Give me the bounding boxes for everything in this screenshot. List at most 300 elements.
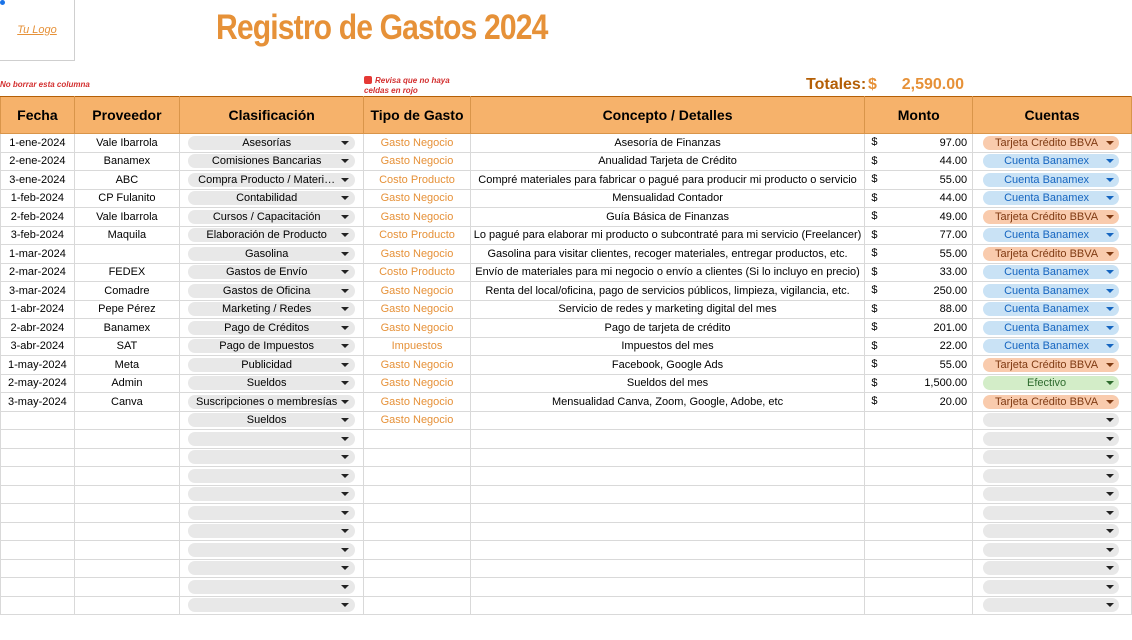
cell-concepto[interactable] [470,596,865,615]
chevron-down-icon[interactable] [341,400,349,404]
cuenta-dropdown[interactable] [983,598,1119,612]
cell-tipo-gasto[interactable]: Gasto Negocio [364,319,470,338]
cell-monto[interactable] [865,485,973,504]
cell-fecha[interactable] [1,578,75,597]
cuenta-dropdown[interactable] [983,395,1119,409]
cell-tipo-gasto[interactable]: Gasto Negocio [364,245,470,264]
clasificacion-dropdown[interactable] [188,524,355,538]
cell-monto[interactable] [865,393,973,412]
chevron-down-icon[interactable] [341,455,349,459]
cell-tipo-gasto[interactable]: Gasto Negocio [364,356,470,375]
clasificacion-dropdown[interactable] [188,561,355,575]
cell-proveedor[interactable] [74,559,179,578]
cell-cuenta[interactable] [973,578,1132,597]
cuenta-dropdown[interactable] [983,561,1119,575]
cell-proveedor[interactable] [74,541,179,560]
cell-fecha[interactable] [1,448,75,467]
header-cuentas[interactable]: Cuentas [973,97,1132,134]
cell-tipo-gasto[interactable]: Costo Producto [364,263,470,282]
cell-proveedor[interactable] [74,430,179,449]
header-monto[interactable]: Monto [865,97,973,134]
cell-proveedor[interactable]: Banamex [74,152,179,171]
cell-clasificacion[interactable] [180,448,364,467]
cell-concepto[interactable]: Sueldos del mes [470,374,865,393]
cuenta-dropdown[interactable] [983,450,1119,464]
chevron-down-icon[interactable] [341,548,349,552]
cell-proveedor[interactable]: Vale Ibarrola [74,134,179,153]
cell-fecha[interactable] [1,411,75,430]
cell-tipo-gasto[interactable] [364,467,470,486]
cell-concepto[interactable]: Envío de materiales para mi negocio o envío a clientes (Si lo incluyo en precio) [470,263,865,282]
cuenta-dropdown[interactable] [983,302,1119,316]
chevron-down-icon[interactable] [341,344,349,348]
cell-proveedor[interactable]: CP Fulanito [74,189,179,208]
cell-clasificacion[interactable] [180,596,364,615]
header-tipo-gasto[interactable]: Tipo de Gasto [364,97,470,134]
cell-proveedor[interactable]: Banamex [74,319,179,338]
clasificacion-dropdown[interactable] [188,210,355,224]
chevron-down-icon[interactable] [341,233,349,237]
cell-clasificacion[interactable] [180,134,364,153]
cell-monto[interactable] [865,448,973,467]
cell-fecha[interactable] [1,485,75,504]
cuenta-dropdown[interactable] [983,543,1119,557]
cell-clasificacion[interactable] [180,504,364,523]
cell-proveedor[interactable]: Vale Ibarrola [74,208,179,227]
cell-proveedor[interactable]: Pepe Pérez [74,300,179,319]
cell-concepto[interactable] [470,541,865,560]
cell-clasificacion[interactable] [180,282,364,301]
cell-proveedor[interactable] [74,411,179,430]
cell-proveedor[interactable]: Maquila [74,226,179,245]
logo-placeholder[interactable] [0,0,75,61]
cell-proveedor[interactable] [74,467,179,486]
chevron-down-icon[interactable] [341,252,349,256]
chevron-down-icon[interactable] [1106,363,1114,367]
cuenta-dropdown[interactable] [983,358,1119,372]
cell-fecha[interactable] [1,467,75,486]
cell-monto[interactable] [865,411,973,430]
cuenta-dropdown[interactable] [983,321,1119,335]
clasificacion-dropdown[interactable] [188,247,355,261]
chevron-down-icon[interactable] [1106,344,1114,348]
chevron-down-icon[interactable] [341,529,349,533]
chevron-down-icon[interactable] [1106,159,1114,163]
cell-monto[interactable] [865,226,973,245]
clasificacion-dropdown[interactable] [188,580,355,594]
cell-concepto[interactable]: Impuestos del mes [470,337,865,356]
clasificacion-dropdown[interactable] [188,376,355,390]
cell-monto[interactable] [865,578,973,597]
cell-concepto[interactable]: Mensualidad Contador [470,189,865,208]
cell-clasificacion[interactable] [180,208,364,227]
cell-tipo-gasto[interactable]: Gasto Negocio [364,134,470,153]
clasificacion-dropdown[interactable] [188,598,355,612]
cell-clasificacion[interactable] [180,263,364,282]
cell-monto[interactable] [865,337,973,356]
chevron-down-icon[interactable] [341,381,349,385]
cell-tipo-gasto[interactable]: Gasto Negocio [364,374,470,393]
cell-monto[interactable] [865,596,973,615]
cell-cuenta[interactable] [973,337,1132,356]
cuenta-dropdown[interactable] [983,376,1119,390]
clasificacion-dropdown[interactable] [188,395,355,409]
cell-fecha[interactable]: 3-may-2024 [1,393,75,412]
clasificacion-value: Publicidad [241,358,293,371]
clasificacion-dropdown[interactable] [188,284,355,298]
cell-proveedor[interactable]: Admin [74,374,179,393]
chevron-down-icon[interactable] [341,215,349,219]
chevron-down-icon[interactable] [341,326,349,330]
cell-proveedor[interactable] [74,504,179,523]
chevron-down-icon[interactable] [1106,233,1114,237]
cell-clasificacion[interactable] [180,559,364,578]
cell-clasificacion[interactable] [180,152,364,171]
cell-monto[interactable] [865,467,973,486]
cell-tipo-gasto[interactable] [364,430,470,449]
chevron-down-icon[interactable] [1106,326,1114,330]
cell-clasificacion[interactable] [180,319,364,338]
cell-concepto[interactable]: Servicio de redes y marketing digital del mes [470,300,865,319]
chevron-down-icon[interactable] [1106,455,1114,459]
clasificacion-dropdown[interactable] [188,432,355,446]
chevron-down-icon[interactable] [341,566,349,570]
cell-cuenta[interactable] [973,485,1132,504]
clasificacion-dropdown[interactable] [188,450,355,464]
cell-clasificacion[interactable] [180,578,364,597]
cell-proveedor[interactable]: Comadre [74,282,179,301]
cell-concepto[interactable]: Asesoría de Finanzas [470,134,865,153]
cuenta-dropdown[interactable] [983,191,1119,205]
cell-fecha[interactable] [1,596,75,615]
cell-cuenta[interactable] [973,559,1132,578]
cell-tipo-gasto[interactable]: Gasto Negocio [364,411,470,430]
chevron-down-icon[interactable] [341,474,349,478]
cell-proveedor[interactable]: Canva [74,393,179,412]
chevron-down-icon[interactable] [341,141,349,145]
cell-cuenta[interactable] [973,245,1132,264]
cell-concepto[interactable] [470,467,865,486]
cell-clasificacion[interactable] [180,337,364,356]
cell-fecha[interactable] [1,559,75,578]
chevron-down-icon[interactable] [1106,252,1114,256]
cell-cuenta[interactable] [973,430,1132,449]
chevron-down-icon[interactable] [1106,603,1114,607]
cell-monto[interactable] [865,300,973,319]
clasificacion-dropdown[interactable] [188,487,355,501]
chevron-down-icon[interactable] [1106,529,1114,533]
cell-tipo-gasto[interactable]: Costo Producto [364,171,470,190]
chevron-down-icon[interactable] [341,178,349,182]
cell-concepto[interactable] [470,430,865,449]
chevron-down-icon[interactable] [341,307,349,311]
header-fecha[interactable]: Fecha [1,97,75,134]
cell-monto[interactable] [865,356,973,375]
cell-cuenta[interactable] [973,522,1132,541]
logo-link[interactable]: Tu Logo [17,24,57,36]
header-clasificacion[interactable]: Clasificación [180,97,364,134]
chevron-down-icon[interactable] [1106,141,1114,145]
cuenta-dropdown[interactable] [983,339,1119,353]
cell-fecha[interactable]: 3-abr-2024 [1,337,75,356]
cell-clasificacion[interactable] [180,393,364,412]
cell-clasificacion[interactable] [180,189,364,208]
cell-proveedor[interactable]: ABC [74,171,179,190]
cuenta-dropdown[interactable] [983,469,1119,483]
chevron-down-icon[interactable] [1106,381,1114,385]
cell-fecha[interactable]: 2-abr-2024 [1,319,75,338]
chevron-down-icon[interactable] [1106,566,1114,570]
chevron-down-icon[interactable] [341,603,349,607]
currency-symbol: $ [871,339,878,352]
cell-fecha[interactable]: 3-mar-2024 [1,282,75,301]
cuenta-dropdown[interactable] [983,524,1119,538]
cell-cuenta[interactable] [973,282,1132,301]
cell-proveedor[interactable] [74,522,179,541]
clasificacion-dropdown[interactable] [188,302,355,316]
chevron-down-icon[interactable] [1106,474,1114,478]
cell-tipo-gasto[interactable] [364,578,470,597]
cell-concepto[interactable]: Pago de tarjeta de crédito [470,319,865,338]
chevron-down-icon[interactable] [1106,289,1114,293]
cell-monto[interactable] [865,504,973,523]
clasificacion-dropdown[interactable] [188,265,355,279]
cell-cuenta[interactable] [973,596,1132,615]
clasificacion-dropdown[interactable] [188,413,355,427]
cell-concepto[interactable]: Compré materiales para fabricar o pagué para producir mi producto o servicio [470,171,865,190]
cell-concepto[interactable] [470,559,865,578]
cell-concepto[interactable] [470,485,865,504]
chevron-down-icon[interactable] [341,585,349,589]
cell-fecha[interactable]: 1-feb-2024 [1,189,75,208]
cell-monto[interactable] [865,559,973,578]
cuenta-value: Cuenta Banamex [1004,266,1090,279]
cell-monto[interactable] [865,245,973,264]
cell-tipo-gasto[interactable] [364,448,470,467]
chevron-down-icon[interactable] [1106,511,1114,515]
cell-proveedor[interactable] [74,596,179,615]
cell-fecha[interactable]: 2-mar-2024 [1,263,75,282]
cuenta-dropdown[interactable] [983,210,1119,224]
chevron-down-icon[interactable] [341,196,349,200]
cell-tipo-gasto[interactable]: Gasto Negocio [364,393,470,412]
cell-tipo-gasto[interactable] [364,559,470,578]
cuenta-dropdown[interactable] [983,173,1119,187]
cuenta-dropdown[interactable] [983,265,1119,279]
cell-monto[interactable] [865,189,973,208]
chevron-down-icon[interactable] [341,511,349,515]
cell-tipo-gasto[interactable] [364,522,470,541]
chevron-down-icon[interactable] [1106,548,1114,552]
cell-cuenta[interactable] [973,189,1132,208]
cell-cuenta[interactable] [973,226,1132,245]
cell-proveedor[interactable] [74,485,179,504]
chevron-down-icon[interactable] [1106,492,1114,496]
cell-clasificacion[interactable] [180,522,364,541]
cell-clasificacion[interactable] [180,226,364,245]
cuenta-dropdown[interactable] [983,432,1119,446]
cell-concepto[interactable]: Anualidad Tarjeta de Crédito [470,152,865,171]
cell-proveedor[interactable] [74,448,179,467]
cell-clasificacion[interactable] [180,171,364,190]
cell-monto[interactable] [865,282,973,301]
chevron-down-icon[interactable] [1106,437,1114,441]
chevron-down-icon[interactable] [341,270,349,274]
cell-concepto[interactable]: Renta del local/oficina, pago de servicios públicos, limpieza, vigilancia, etc. [470,282,865,301]
clasificacion-dropdown[interactable] [188,191,355,205]
cell-tipo-gasto[interactable]: Gasto Negocio [364,282,470,301]
clasificacion-dropdown[interactable] [188,154,355,168]
cell-fecha[interactable] [1,430,75,449]
cell-monto[interactable] [865,319,973,338]
chevron-down-icon[interactable] [1106,196,1114,200]
cell-clasificacion[interactable] [180,356,364,375]
cell-cuenta[interactable] [973,411,1132,430]
cell-fecha[interactable] [1,504,75,523]
cell-tipo-gasto[interactable]: Costo Producto [364,226,470,245]
chevron-down-icon[interactable] [1106,400,1114,404]
cell-cuenta[interactable] [973,467,1132,486]
chevron-down-icon[interactable] [1106,178,1114,182]
chevron-down-icon[interactable] [341,289,349,293]
cell-tipo-gasto[interactable] [364,504,470,523]
cell-concepto[interactable] [470,504,865,523]
cell-clasificacion[interactable] [180,374,364,393]
cell-cuenta[interactable] [973,356,1132,375]
chevron-down-icon[interactable] [1106,270,1114,274]
cell-tipo-gasto[interactable] [364,541,470,560]
cell-concepto[interactable] [470,578,865,597]
cuenta-dropdown[interactable] [983,580,1119,594]
cuenta-dropdown[interactable] [983,506,1119,520]
clasificacion-dropdown[interactable] [188,321,355,335]
cell-concepto[interactable]: Mensualidad Canva, Zoom, Google, Adobe, etc [470,393,865,412]
cell-tipo-gasto[interactable]: Gasto Negocio [364,208,470,227]
cell-fecha[interactable]: 1-may-2024 [1,356,75,375]
cell-cuenta[interactable] [973,541,1132,560]
cell-cuenta[interactable] [973,134,1132,153]
cell-tipo-gasto[interactable]: Gasto Negocio [364,152,470,171]
cell-concepto[interactable]: Facebook, Google Ads [470,356,865,375]
cell-cuenta[interactable] [973,263,1132,282]
clasificacion-value: Compra Producto / Materi… [198,173,336,186]
chevron-down-icon[interactable] [341,159,349,163]
cell-fecha[interactable] [1,522,75,541]
cell-cuenta[interactable] [973,393,1132,412]
chevron-down-icon[interactable] [1106,585,1114,589]
cell-tipo-gasto[interactable]: Gasto Negocio [364,300,470,319]
cell-tipo-gasto[interactable]: Gasto Negocio [364,189,470,208]
cell-cuenta[interactable] [973,374,1132,393]
cell-clasificacion[interactable] [180,411,364,430]
cell-monto[interactable] [865,522,973,541]
cell-cuenta[interactable] [973,171,1132,190]
cell-cuenta[interactable] [973,448,1132,467]
clasificacion-dropdown[interactable] [188,506,355,520]
selection-handle[interactable] [0,0,5,5]
cell-monto[interactable] [865,541,973,560]
cell-cuenta[interactable] [973,152,1132,171]
cuenta-dropdown[interactable] [983,136,1119,150]
cell-cuenta[interactable] [973,208,1132,227]
cell-cuenta[interactable] [973,319,1132,338]
cuenta-dropdown[interactable] [983,284,1119,298]
cell-clasificacion[interactable] [180,485,364,504]
clasificacion-dropdown[interactable] [188,228,355,242]
cell-monto[interactable] [865,134,973,153]
header-concepto[interactable]: Concepto / Detalles [470,97,865,134]
chevron-down-icon[interactable] [341,492,349,496]
cell-tipo-gasto[interactable]: Impuestos [364,337,470,356]
chevron-down-icon[interactable] [1106,418,1114,422]
cell-clasificacion[interactable] [180,541,364,560]
cell-clasificacion[interactable] [180,430,364,449]
cell-cuenta[interactable] [973,504,1132,523]
cell-monto[interactable] [865,374,973,393]
clasificacion-dropdown[interactable] [188,136,355,150]
cell-proveedor[interactable]: SAT [74,337,179,356]
cell-clasificacion[interactable] [180,245,364,264]
cuenta-dropdown[interactable] [983,154,1119,168]
cell-fecha[interactable]: 2-feb-2024 [1,208,75,227]
cell-clasificacion[interactable] [180,300,364,319]
cell-proveedor[interactable]: FEDEX [74,263,179,282]
cell-monto[interactable] [865,430,973,449]
cell-proveedor[interactable] [74,578,179,597]
cell-monto[interactable] [865,208,973,227]
cuenta-dropdown[interactable] [983,487,1119,501]
cell-fecha[interactable]: 1-abr-2024 [1,300,75,319]
cell-concepto[interactable] [470,448,865,467]
cell-concepto[interactable]: Lo pagué para elaborar mi producto o subcontraté para mi servicio (Freelancer) [470,226,865,245]
cell-fecha[interactable]: 1-ene-2024 [1,134,75,153]
cell-cuenta[interactable] [973,300,1132,319]
chevron-down-icon[interactable] [341,363,349,367]
cell-tipo-gasto[interactable] [364,485,470,504]
cell-fecha[interactable] [1,541,75,560]
clasificacion-dropdown[interactable] [188,339,355,353]
clasificacion-dropdown[interactable] [188,469,355,483]
cell-fecha[interactable]: 3-ene-2024 [1,171,75,190]
chevron-down-icon[interactable] [1106,307,1114,311]
header-proveedor[interactable]: Proveedor [74,97,179,134]
cell-proveedor[interactable]: Meta [74,356,179,375]
cell-concepto[interactable]: Guía Básica de Finanzas [470,208,865,227]
cell-monto[interactable] [865,152,973,171]
cell-proveedor[interactable] [74,245,179,264]
chevron-down-icon[interactable] [341,418,349,422]
cell-fecha[interactable]: 2-may-2024 [1,374,75,393]
cell-clasificacion[interactable] [180,467,364,486]
cuenta-dropdown[interactable] [983,228,1119,242]
cuenta-dropdown[interactable] [983,413,1119,427]
cuenta-dropdown[interactable] [983,247,1119,261]
clasificacion-dropdown[interactable] [188,358,355,372]
clasificacion-dropdown[interactable] [188,543,355,557]
cell-fecha[interactable]: 2-ene-2024 [1,152,75,171]
cell-monto[interactable] [865,263,973,282]
cell-concepto[interactable]: Gasolina para visitar clientes, recoger materiales, entregar productos, etc. [470,245,865,264]
cell-concepto[interactable] [470,411,865,430]
chevron-down-icon[interactable] [1106,215,1114,219]
cell-fecha[interactable]: 3-feb-2024 [1,226,75,245]
cell-concepto[interactable] [470,522,865,541]
cell-monto[interactable] [865,171,973,190]
clasificacion-dropdown[interactable] [188,173,355,187]
cell-fecha[interactable]: 1-mar-2024 [1,245,75,264]
cell-tipo-gasto[interactable] [364,596,470,615]
chevron-down-icon[interactable] [341,437,349,441]
